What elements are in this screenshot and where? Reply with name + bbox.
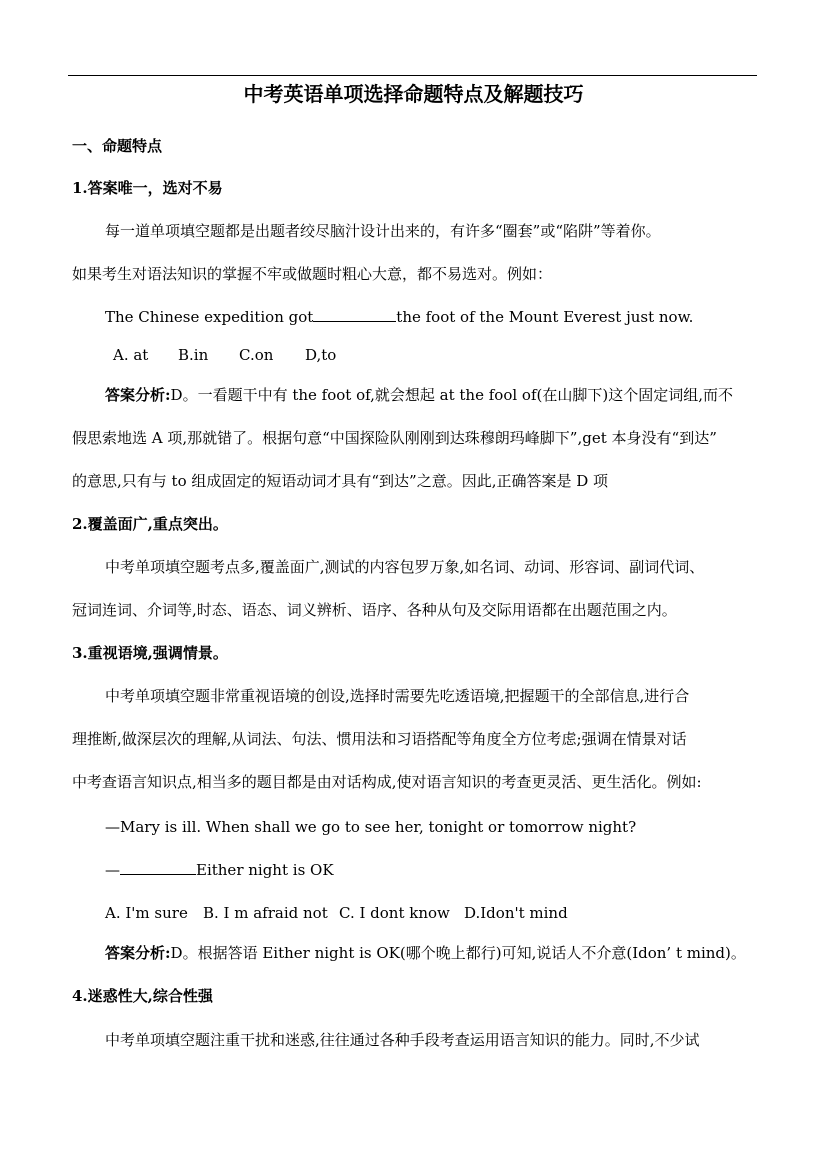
dialog-blank xyxy=(120,860,196,875)
option-d: D,to xyxy=(305,346,337,364)
header-rule xyxy=(68,75,757,76)
point-3-text-line-2: 理推断,做深层次的理解,从词法、句法、惯用法和习语搭配等角度全方位考虑;强调在情景对话 xyxy=(72,730,687,748)
option-b: B.in xyxy=(178,346,209,364)
question-1-before: The Chinese expedition got xyxy=(105,308,314,326)
analysis-label: 答案分析: xyxy=(105,944,171,962)
option-a: A. I'm sure xyxy=(105,904,188,922)
option-d: D.Idon't mind xyxy=(464,904,568,922)
dialog-line-1: —Mary is ill. When shall we go to see her, tonight or tomorrow night? xyxy=(105,818,637,836)
point-1-text-line-1: 每一道单项填空题都是出题者绞尽脑汁设计出来的，有许多“圈套”或“陷阱”等着你。 xyxy=(105,222,661,240)
question-2-options xyxy=(105,903,568,923)
analysis-2-text: D。根据答语 Either night is OK(哪个晚上都行)可知,说话人不介意(Idon’ t mind)。 xyxy=(170,944,746,962)
example-question-1 xyxy=(105,307,693,327)
analysis-label: 答案分析: xyxy=(105,386,171,404)
question-1-after: the foot of the Mount Everest just now. xyxy=(396,308,694,326)
option-c: C.on xyxy=(239,346,274,364)
dialog-line-2 xyxy=(105,860,334,880)
question-1-blank xyxy=(313,307,396,322)
answer-analysis-2 xyxy=(105,943,746,963)
answer-analysis-1-line-3: 的意思,只有与 to 组成固定的短语动词才具有“到达”之意。因此,正确答案是 D 项 xyxy=(72,472,609,490)
dialog-answer: Either night is OK xyxy=(196,861,334,879)
point-1-heading: 1.答案唯一，选对不易 xyxy=(72,179,223,197)
answer-analysis-1-line-2: 假思索地选 A 项,那就错了。根据句意“中国探险队刚刚到达珠穆朗玛峰脚下”,get 本身没有“到达” xyxy=(72,429,717,447)
point-3-text-line-1: 中考单项填空题非常重视语境的创设,选择时需要先吃透语境,把握题干的全部信息,进行合 xyxy=(105,687,690,705)
answer-analysis-1-line-1 xyxy=(105,385,733,405)
point-2-text-line-2: 冠词连词、介词等,时态、语态、词义辨析、语序、各种从句及交际用语都在出题范围之内。 xyxy=(72,601,677,619)
section-heading: 一、命题特点 xyxy=(72,137,163,155)
point-4-text-line-1: 中考单项填空题注重干扰和迷惑,往往通过各种手段考查运用语言知识的能力。同时,不少试 xyxy=(105,1031,700,1049)
question-1-options xyxy=(113,345,336,365)
point-1-text-line-2: 如果考生对语法知识的掌握不牢或做题时粗心大意，都不易选对。例如： xyxy=(72,265,553,283)
option-a: A. at xyxy=(113,346,149,364)
point-3-text-line-3: 中考查语言知识点,相当多的题目都是由对话构成,使对语言知识的考查更灵活、更生活化。例如: xyxy=(72,773,702,791)
point-2-heading: 2.覆盖面广,重点突出。 xyxy=(72,515,228,533)
point-3-heading: 3.重视语境,强调情景。 xyxy=(72,644,228,662)
analysis-1-text: D。一看题干中有 the foot of,就会想起 at the fool of(在山脚下)这个固定词组,而不 xyxy=(170,386,733,404)
option-b: B. I m afraid not xyxy=(203,904,328,922)
dialog-dash: — xyxy=(105,861,120,879)
option-c: C. I dont know xyxy=(339,904,450,922)
point-4-heading: 4.迷惑性大,综合性强 xyxy=(72,987,213,1005)
point-2-text-line-1: 中考单项填空题考点多,覆盖面广,测试的内容包罗万象,如名词、动词、形容词、副词代词、 xyxy=(105,558,705,576)
page-title: 中考英语单项选择命题特点及解题技巧 xyxy=(243,82,584,106)
